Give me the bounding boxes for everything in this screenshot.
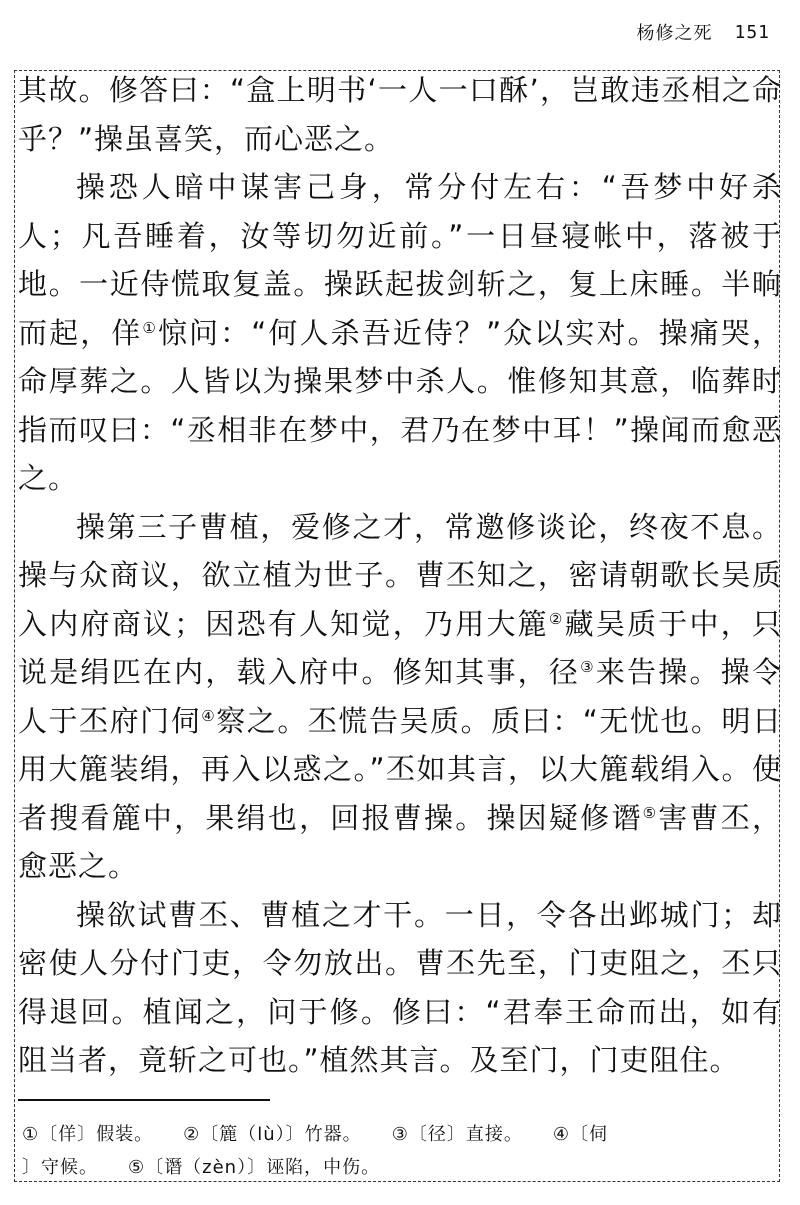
paragraph-text: 操恐人暗中谋害己身，常分付左右：“吾梦中好杀人；凡吾睡着，汝等切勿近前。”一日昼寝帐中，落被于地。一近侍慌取复盖。操跃起拔剑斩之，复上床睡。半晌而起，佯 — [18, 170, 782, 350]
paragraph — [18, 163, 782, 503]
footnote-marker: ⑤ — [642, 803, 659, 822]
footnote-marker: ① — [142, 318, 158, 337]
footnote-item: ②〔簏（lù）〕竹器。 — [183, 1124, 362, 1145]
paragraph — [18, 891, 782, 1085]
running-header — [636, 16, 770, 48]
body-text — [18, 66, 782, 1085]
paragraph-text: 操第三子曹植，爱修之才，常邀修谈论，终夜不息。操与众商议，欲立植为世子。曹丕知之，密请朝歌长吴质入内府商议；因恐有人知觉，乃用大簏 — [18, 509, 782, 641]
footnote-line — [22, 1118, 782, 1151]
footnote-item: 〕守候。 — [22, 1157, 98, 1178]
footnote-line — [22, 1151, 782, 1184]
footnote-marker: ③ — [580, 658, 596, 676]
footnote-marker: ② — [548, 609, 565, 628]
paragraph — [18, 503, 782, 891]
paragraph — [18, 66, 782, 163]
footnote-item: ⑤〔谮（zèn）〕诬陷，中伤。 — [128, 1157, 381, 1178]
paragraph-text: 来告操。操令人于丕府门伺 — [18, 655, 782, 738]
paragraph-text: 操欲试曹丕、曹植之才干。一日，令各出邺城门；却密使人分付门吏，令勿放出。曹丕先至，门吏阻之，丕只得退回。植闻之，问于修。修曰：“君奉王命而出，如有阻当者，竟斩之可也。”植然其言。及至门，门吏阻住。 — [18, 897, 782, 1077]
footnotes — [22, 1118, 782, 1184]
paragraph-text: 察之。丕慌告吴质。质曰：“无忧也。明日用大簏装绢，再入以惑之。”丕如其言，以大簏载绢入。使者搜看簏中，果绢也，回报曹操。操因疑修谮 — [18, 703, 782, 835]
paragraph-text: 藏吴质于中，只说是绢匹在内，载入府中。修知其事，径 — [18, 606, 782, 689]
paragraph-text: 惊问：“何人杀吾近侍？”众以实对。操痛哭，命厚葬之。人皆以为操果梦中杀人。惟修知其意，临葬时指而叹曰：“丞相非在梦中，君乃在梦中耳！”操闻而愈恶之。 — [18, 315, 782, 495]
footnote-marker: ④ — [201, 706, 217, 725]
footnote-item: ④〔伺 — [552, 1124, 608, 1145]
paragraph-text: 害曹丕，愈恶之。 — [18, 800, 782, 883]
running-title: 杨修之死 — [636, 23, 713, 44]
footnote-rule — [18, 1099, 270, 1101]
footnote-item: ①〔佯〕假装。 — [22, 1124, 154, 1145]
paragraph-text: 其故。修答曰：“盒上明书‘一人一口酥’，岂敢违丞相之命乎？”操虽喜笑，而心恶之。 — [18, 73, 782, 156]
footnote-item: ③〔径〕直接。 — [391, 1124, 523, 1145]
page-number: 151 — [734, 21, 770, 43]
